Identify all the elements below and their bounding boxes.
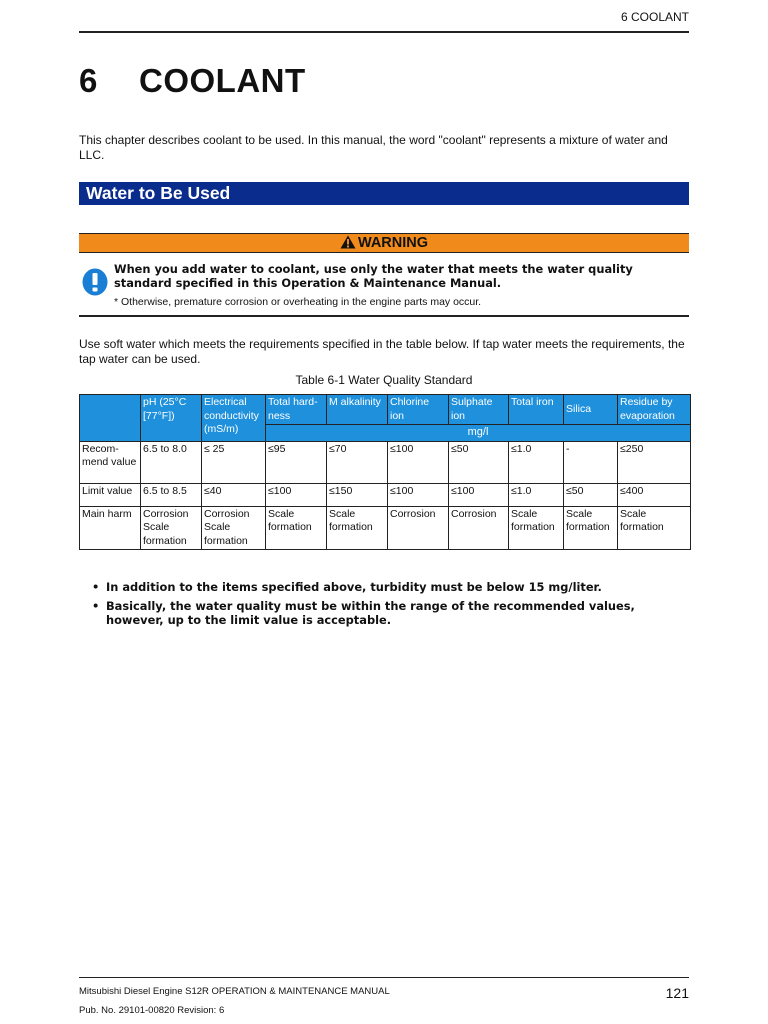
table-cell: ≤70 (327, 441, 388, 483)
table-header-cell (80, 395, 141, 442)
table-cell: ≤1.0 (509, 483, 564, 506)
table-header-cell: Chlorine ion (388, 395, 449, 425)
table-row (80, 483, 691, 506)
table-cell: ≤50 (564, 483, 618, 506)
notes-list (92, 580, 692, 632)
running-header: 6 COOLANT (620, 10, 689, 24)
body-paragraph: Use soft water which meets the requirements specified in the table below. If tap water meets the requirements, the tap water can be used. (79, 337, 685, 366)
warning-note: * Otherwise, premature corrosion or overheating in the engine parts may occur. (114, 296, 482, 308)
table-cell: - (564, 441, 618, 483)
table-header-cell: Silica (564, 395, 618, 425)
table-cell: ≤100 (388, 483, 449, 506)
table-caption: Table 6-1 Water Quality Standard (295, 373, 473, 387)
table-cell: Scale formation (509, 506, 564, 550)
footer-rule (79, 977, 689, 978)
footer-pub-number: Pub. No. 29101-00820 Revision: 6 (79, 1005, 225, 1016)
section-heading-text: Water to Be Used (86, 183, 231, 203)
header-rule (79, 31, 689, 33)
table-cell: Recom- mend value (80, 441, 141, 483)
table-row (80, 441, 691, 483)
table-cell: Limit value (80, 483, 141, 506)
table-header-cell: Total iron (509, 395, 564, 425)
table-cell: ≤40 (202, 483, 266, 506)
table-header-cell: Total hard- ness (266, 395, 327, 425)
table-cell: ≤250 (618, 441, 691, 483)
table-cell: ≤100 (388, 441, 449, 483)
table-cell: Corrosion Scale formation (202, 506, 266, 550)
warning-message: When you add water to coolant, use only the water that meets the water quality standard specified in this Operation & Maintenance Manual. (114, 262, 633, 290)
intro-paragraph: This chapter describes coolant to be used. In this manual, the word "coolant" represents a mixture of water and LLC. (79, 133, 668, 162)
table-cell: 6.5 to 8.0 (141, 441, 202, 483)
table-cell: Corrosion Scale formation (141, 506, 202, 550)
table-cell: Corrosion (449, 506, 509, 550)
table-header-row (80, 395, 691, 425)
table-row (80, 506, 691, 550)
table-cell: Corrosion (388, 506, 449, 550)
table-header-cell: Sulphate ion (449, 395, 509, 425)
exclamation-icon (82, 268, 108, 296)
table-header-cell: Residue by evaporation (618, 395, 691, 425)
table-cell: Scale formation (266, 506, 327, 550)
chapter-title-text: COOLANT (139, 62, 306, 99)
list-item: • In addition to the items specified above, turbidity must be below 15 mg/liter. (92, 580, 692, 594)
warning-rule (79, 315, 689, 317)
table-cell: ≤ 25 (202, 441, 266, 483)
unit-label: mg/l (266, 425, 691, 442)
water-quality-table (79, 394, 691, 550)
table-cell: ≤400 (618, 483, 691, 506)
warning-triangle-icon (340, 235, 356, 249)
table-cell: Scale formation (564, 506, 618, 550)
list-item: • Basically, the water quality must be within the range of the recommended values, however, up to the limit value is acceptable. (92, 599, 692, 627)
table-cell: Main harm (80, 506, 141, 550)
table-cell: ≤150 (327, 483, 388, 506)
table-cell: ≤100 (449, 483, 509, 506)
section-heading (79, 182, 689, 205)
page-number: 121 (665, 985, 689, 1001)
warning-label: WARNING (357, 235, 429, 251)
table-cell: ≤95 (266, 441, 327, 483)
table-cell: ≤50 (449, 441, 509, 483)
table-cell: 6.5 to 8.5 (141, 483, 202, 506)
table-cell: ≤100 (266, 483, 327, 506)
chapter-title (79, 62, 306, 100)
table-cell: Scale formation (618, 506, 691, 550)
chapter-number: 6 (79, 62, 98, 99)
table-cell: Scale formation (327, 506, 388, 550)
table-cell: ≤1.0 (509, 441, 564, 483)
table-header-cell: Electrical conductivity (mS/m) (202, 395, 266, 442)
table-header-cell: pH (25°C [77°F]) (141, 395, 202, 442)
footer-manual-title: Mitsubishi Diesel Engine S12R OPERATION & MAINTENANCE MANUAL (79, 986, 390, 997)
table-header-cell: M alkalinity (327, 395, 388, 425)
warning-banner (79, 233, 689, 253)
